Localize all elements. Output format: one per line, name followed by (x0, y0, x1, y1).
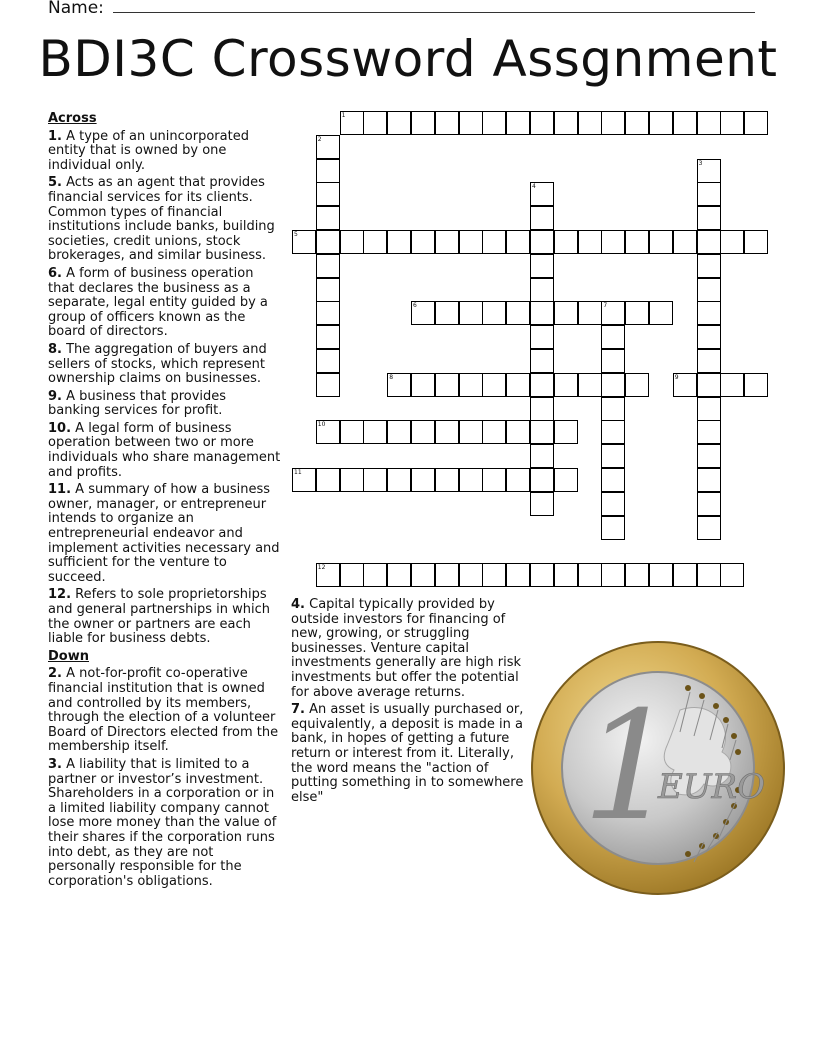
crossword-cell[interactable] (697, 111, 721, 135)
crossword-cell[interactable] (363, 420, 387, 444)
crossword-cell[interactable] (601, 349, 625, 373)
page-title: BDI3C Crossword Assgnment (38, 30, 778, 88)
crossword-cell[interactable] (482, 230, 506, 254)
crossword-cell[interactable] (506, 563, 530, 587)
crossword-cell[interactable] (578, 301, 602, 325)
crossword-cell[interactable] (316, 230, 340, 254)
crossword-cell[interactable] (411, 301, 435, 325)
crossword-cell[interactable] (554, 301, 578, 325)
crossword-cell[interactable] (482, 301, 506, 325)
euro-coin-image (530, 640, 786, 896)
cell-number: 4 (532, 183, 536, 191)
crossword-cell[interactable] (578, 373, 602, 397)
crossword-cell[interactable] (697, 325, 721, 349)
crossword-cell[interactable] (601, 516, 625, 540)
crossword-cell[interactable] (435, 230, 459, 254)
crossword-cell[interactable] (578, 563, 602, 587)
crossword-cell[interactable] (411, 230, 435, 254)
cell-number: 7 (603, 302, 608, 310)
crossword-cell[interactable] (387, 373, 411, 397)
clue-down-2: 2. A not-for-profit co-operative financial institution that is owned and controlled by its members, through the election of a volunteer Board of Directors elected from the membership itself. (48, 666, 279, 755)
crossword-cell[interactable] (363, 111, 387, 135)
crossword-cell[interactable] (435, 111, 459, 135)
crossword-cell[interactable] (387, 563, 411, 587)
crossword-cell[interactable] (697, 420, 721, 444)
crossword-cell[interactable] (530, 468, 554, 492)
crossword-cell[interactable] (459, 420, 483, 444)
cell-number: 10 (317, 421, 326, 429)
name-label: Name: (48, 0, 110, 18)
crossword-cell[interactable] (554, 111, 578, 135)
crossword-cell[interactable] (387, 468, 411, 492)
crossword-cell[interactable] (601, 325, 625, 349)
crossword-cell[interactable] (340, 111, 364, 135)
crossword-cell[interactable] (554, 230, 578, 254)
crossword-cell[interactable] (459, 111, 483, 135)
crossword-cell[interactable] (720, 373, 744, 397)
crossword-cell[interactable] (435, 563, 459, 587)
crossword-cell[interactable] (697, 516, 721, 540)
crossword-cell[interactable] (459, 468, 483, 492)
crossword-cell[interactable] (459, 230, 483, 254)
crossword-cell[interactable] (411, 420, 435, 444)
crossword-cell[interactable] (411, 563, 435, 587)
cell-number: 2 (317, 135, 322, 143)
crossword-cell[interactable] (625, 373, 649, 397)
crossword-cell[interactable] (530, 563, 554, 587)
cell-number: 5 (294, 231, 298, 238)
cell-number: 3 (698, 159, 703, 167)
crossword-cell[interactable] (601, 111, 625, 135)
crossword-cell[interactable] (363, 230, 387, 254)
crossword-cell[interactable] (697, 301, 721, 325)
crossword-cell[interactable] (601, 373, 625, 397)
crossword-cell[interactable] (601, 397, 625, 421)
crossword-cell[interactable] (554, 468, 578, 492)
crossword-cell[interactable] (530, 254, 554, 278)
crossword-cell[interactable] (697, 206, 721, 230)
crossword-cell[interactable] (530, 444, 554, 468)
crossword-cell[interactable] (316, 349, 340, 373)
crossword-cell[interactable] (435, 301, 459, 325)
clue-across-11: 11. A summary of how a business owner, manager, or entrepreneur intends to organize an entrepreneurial endeavor and implement activities necessary and sufficient for the venture to succeed. (48, 482, 280, 585)
crossword-cell[interactable] (387, 230, 411, 254)
crossword-cell[interactable] (744, 230, 768, 254)
crossword-cell[interactable] (316, 301, 340, 325)
crossword-cell[interactable] (720, 111, 744, 135)
crossword-cell[interactable] (340, 563, 364, 587)
crossword-cell[interactable] (530, 278, 554, 302)
down-heading: Down (48, 648, 89, 664)
crossword-cell[interactable] (506, 468, 530, 492)
crossword-cell[interactable] (530, 397, 554, 421)
crossword-cell[interactable] (435, 420, 459, 444)
crossword-cell[interactable] (506, 111, 530, 135)
crossword-cell[interactable] (530, 492, 554, 516)
clue-down-3: 3. A liability that is limited to a partner or investor’s investment. Shareholders in a corporation or in a limited liability company cannot lose more money than the value of their shares if the corporation runs into debt, as they are not personally responsible for the corporation's obligations. (48, 756, 277, 889)
crossword-cell[interactable] (363, 468, 387, 492)
crossword-cell[interactable] (554, 420, 578, 444)
crossword-cell[interactable] (744, 373, 768, 397)
crossword-cell[interactable] (530, 349, 554, 373)
crossword-cell[interactable] (697, 159, 721, 183)
crossword-cell[interactable] (649, 563, 673, 587)
crossword-cell[interactable] (411, 111, 435, 135)
crossword-cell[interactable] (316, 254, 340, 278)
crossword-cell[interactable] (697, 563, 721, 587)
crossword-cell[interactable] (482, 373, 506, 397)
crossword-cell[interactable] (411, 373, 435, 397)
crossword-cell[interactable] (506, 420, 530, 444)
crossword-cell[interactable] (316, 468, 340, 492)
clue-across-8: 8. The aggregation of buyers and sellers of stocks, which represent ownership claims on businesses. (48, 341, 267, 387)
clue-across-9: 9. A business that provides banking services for profit. (48, 388, 227, 419)
crossword-cell[interactable] (697, 373, 721, 397)
crossword-cell[interactable] (697, 492, 721, 516)
crossword-cell[interactable] (697, 182, 721, 206)
crossword-cell[interactable] (554, 373, 578, 397)
crossword-cell[interactable] (316, 325, 340, 349)
crossword-cell[interactable] (649, 111, 673, 135)
name-line (48, 0, 755, 18)
crossword-cell[interactable] (316, 182, 340, 206)
crossword-cell[interactable] (292, 468, 316, 492)
clue-across-12: 12. Refers to sole proprietorships and general partnerships in which the owner or partners are each liable for business debts. (48, 587, 271, 647)
crossword-cell[interactable] (482, 111, 506, 135)
crossword-cell[interactable] (506, 301, 530, 325)
cell-number: 9 (674, 373, 679, 381)
crossword-cell[interactable] (435, 373, 459, 397)
coin-currency-text: EURO (658, 767, 765, 807)
crossword-cell[interactable] (601, 444, 625, 468)
crossword-cell[interactable] (697, 444, 721, 468)
crossword-cell[interactable] (697, 468, 721, 492)
crossword-cell[interactable] (720, 230, 744, 254)
crossword-cell[interactable] (601, 230, 625, 254)
crossword-cell[interactable] (482, 563, 506, 587)
crossword-cell[interactable] (578, 111, 602, 135)
crossword-cell[interactable] (459, 373, 483, 397)
name-field[interactable] (113, 0, 755, 13)
clue-across-10: 10. A legal form of business operation between two or more individuals who share management and profits. (48, 420, 281, 480)
crossword-cell[interactable] (601, 468, 625, 492)
crossword-cell[interactable] (744, 111, 768, 135)
crossword-cell[interactable] (649, 301, 673, 325)
crossword-cell[interactable] (292, 230, 316, 254)
crossword-cell[interactable] (601, 492, 625, 516)
clue-down-4: 4. Capital typically provided by outside investors for financing of new, growing, or struggling businesses. Venture capital investments generally are high risk investments but offer the potential for above average returns. (291, 597, 522, 700)
coin-numeral: 1 (582, 680, 678, 854)
crossword-cell[interactable] (316, 278, 340, 302)
cell-number: 1 (341, 112, 346, 119)
crossword-cell[interactable] (530, 420, 554, 444)
crossword-cell[interactable] (316, 159, 340, 183)
crossword-cell[interactable] (625, 563, 649, 587)
crossword-cell[interactable] (482, 420, 506, 444)
crossword-cell[interactable] (649, 230, 673, 254)
clue-across-6: 6. A form of business operation that declares the business as a separate, legal entity guided by a group of officers known as the board of directors. (48, 265, 268, 340)
cell-number: 8 (389, 373, 394, 381)
crossword-cell[interactable] (673, 373, 697, 397)
across-heading: Across (48, 111, 97, 126)
crossword-cell[interactable] (316, 420, 340, 444)
crossword-cell[interactable] (673, 230, 697, 254)
crossword-cell[interactable] (530, 301, 554, 325)
crossword-cell[interactable] (459, 563, 483, 587)
crossword-cell[interactable] (530, 373, 554, 397)
clues-right-column (291, 598, 531, 808)
crossword-cell[interactable] (720, 563, 744, 587)
crossword-cell[interactable] (340, 230, 364, 254)
cell-number: 12 (317, 564, 326, 572)
crossword-cell[interactable] (625, 111, 649, 135)
crossword-cell[interactable] (601, 563, 625, 587)
clue-down-7: 7. An asset is usually purchased or, equivalently, a deposit is made in a bank, in hopes of getting a future return or interest from it. Literally, the word means the "action of putting something in to somewhere else" (291, 702, 524, 805)
crossword-cell[interactable] (601, 301, 625, 325)
cell-number: 11 (294, 469, 302, 476)
crossword-cell[interactable] (673, 563, 697, 587)
crossword-cell[interactable] (387, 420, 411, 444)
crossword-cell[interactable] (530, 111, 554, 135)
crossword-cell[interactable] (316, 373, 340, 397)
clue-across-1: 1. A type of an unincorporated entity that is owned by one individual only. (48, 128, 249, 173)
crossword-cell[interactable] (697, 349, 721, 373)
crossword-cell[interactable] (530, 206, 554, 230)
crossword-cell[interactable] (697, 230, 721, 254)
crossword-cell[interactable] (435, 468, 459, 492)
clue-across-5: 5. Acts as an agent that provides financial services for its clients. Common types of financial institutions include banks, building societies, credit unions, stock brokerages, and similar business. (48, 175, 275, 264)
crossword-cell[interactable] (697, 254, 721, 278)
crossword-cell[interactable] (316, 135, 340, 159)
crossword-cell[interactable] (673, 111, 697, 135)
cell-number: 6 (413, 302, 417, 310)
crossword-cell[interactable] (697, 397, 721, 421)
crossword-cell[interactable] (316, 563, 340, 587)
crossword-cell[interactable] (625, 230, 649, 254)
crossword-cell[interactable] (340, 420, 364, 444)
crossword-cell[interactable] (363, 563, 387, 587)
crossword-cell[interactable] (316, 206, 340, 230)
crossword-cell[interactable] (697, 278, 721, 302)
crossword-cell[interactable] (459, 301, 483, 325)
crossword-cell[interactable] (530, 230, 554, 254)
crossword-cell[interactable] (578, 230, 602, 254)
crossword-cell[interactable] (411, 468, 435, 492)
crossword-cell[interactable] (530, 182, 554, 206)
crossword-cell[interactable] (625, 301, 649, 325)
crossword-cell[interactable] (506, 373, 530, 397)
crossword-cell[interactable] (482, 468, 506, 492)
crossword-cell[interactable] (601, 420, 625, 444)
crossword-cell[interactable] (554, 563, 578, 587)
clues-left-column (48, 112, 282, 892)
crossword-cell[interactable] (340, 468, 364, 492)
crossword-cell[interactable] (387, 111, 411, 135)
crossword-cell[interactable] (530, 325, 554, 349)
crossword-cell[interactable] (506, 230, 530, 254)
